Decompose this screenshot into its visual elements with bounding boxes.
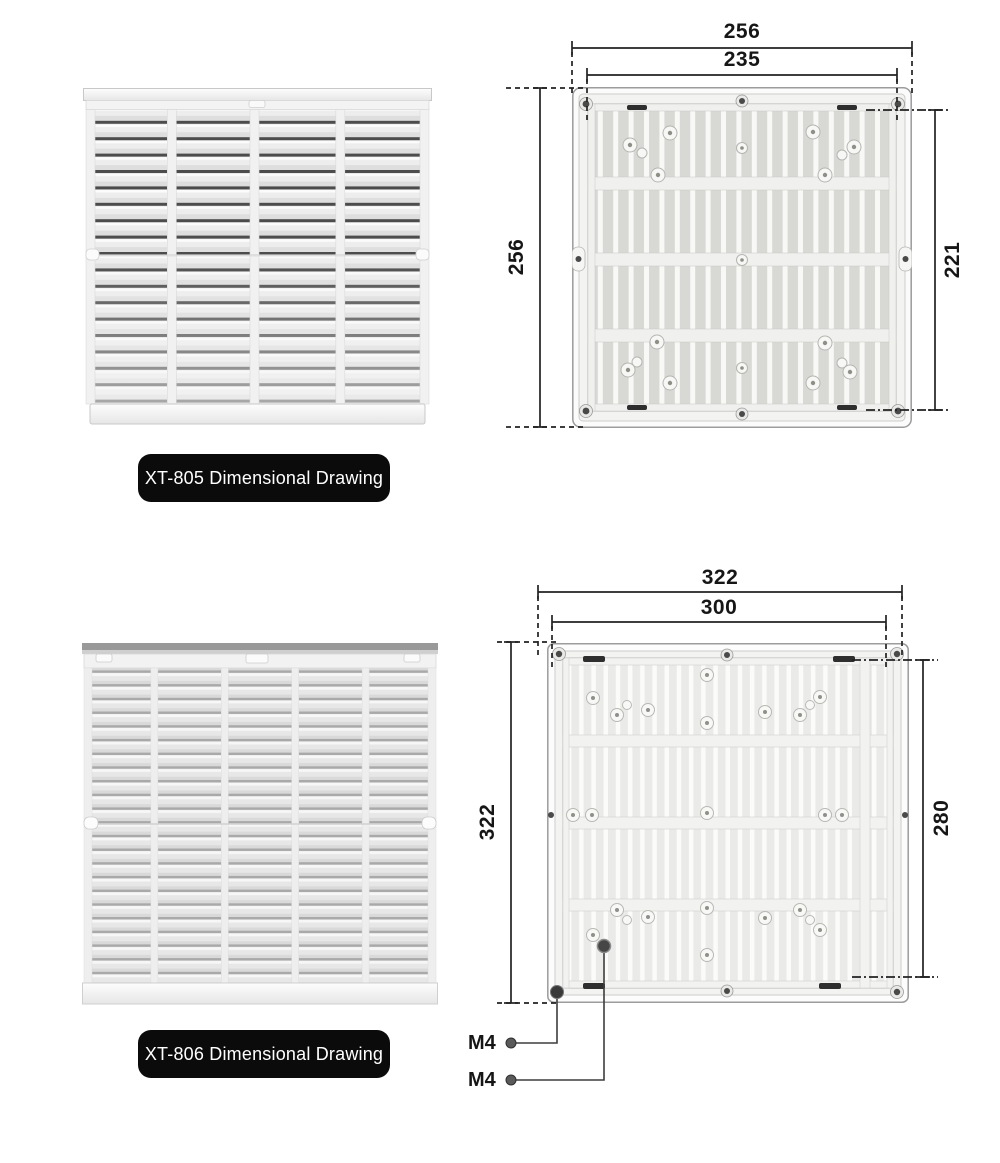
xt806-bottom-base bbox=[83, 983, 438, 1004]
dim-label-xt805-outer-height: 256 bbox=[505, 238, 528, 276]
dim-label-xt805-inner-height: 221 bbox=[941, 241, 964, 279]
xt805-rear-view bbox=[572, 87, 912, 428]
xt805-bottom-base bbox=[90, 404, 425, 424]
xt805-badge: XT-805 Dimensional Drawing bbox=[138, 454, 390, 502]
dim-label-xt806-outer-height: 322 bbox=[476, 803, 499, 841]
dim-label-xt806-inner-width: 300 bbox=[700, 596, 738, 619]
dim-label-xt806-inner-height: 280 bbox=[930, 799, 953, 837]
xt806-badge: XT-806 Dimensional Drawing bbox=[138, 1030, 390, 1078]
dim-label-xt805-outer-width: 256 bbox=[723, 20, 761, 43]
xt805-front-view bbox=[83, 88, 432, 425]
xt806-top-strip bbox=[82, 643, 438, 650]
xt806-rear-view bbox=[547, 643, 909, 1003]
m4-label-corner: M4 bbox=[468, 1032, 496, 1054]
dim-label-xt805-inner-width: 235 bbox=[723, 48, 761, 71]
m4-label-inner: M4 bbox=[468, 1069, 496, 1091]
xt806-front-view bbox=[82, 643, 438, 1005]
dim-label-xt806-outer-width: 322 bbox=[701, 566, 739, 589]
xt805-top-cap bbox=[84, 89, 432, 101]
xt806-louver-slats bbox=[84, 668, 436, 983]
